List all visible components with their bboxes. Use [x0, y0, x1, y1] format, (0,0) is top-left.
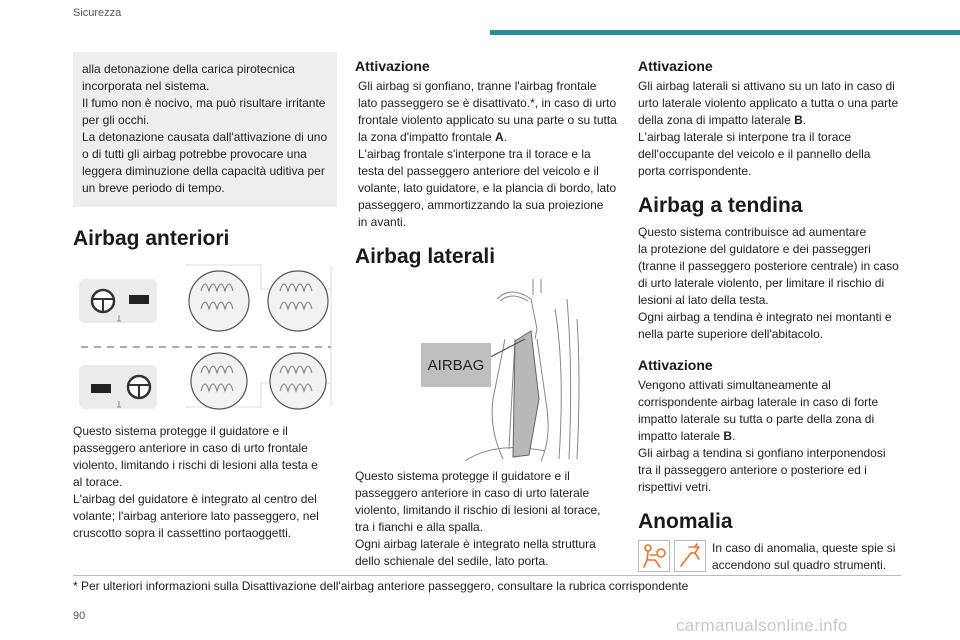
front-airbag-text [73, 423, 337, 542]
zone-letter: B [723, 429, 733, 443]
note-line: incorporata nel sistema. [82, 79, 210, 93]
body-line: corrispondente airbag laterale in caso di forte [638, 395, 879, 409]
zone-suffix: . [802, 113, 807, 127]
body-line: Ogni airbag a tendina è integrato nei montanti e [638, 310, 892, 324]
airbag-module-icon [91, 384, 111, 393]
zone-letter: A [495, 130, 504, 144]
body-line: Gli airbag laterali si attivano su un lato in caso di [638, 79, 895, 93]
heading-anomaly: Anomalia [638, 510, 733, 533]
body-line [638, 428, 908, 445]
footnote-divider [73, 575, 901, 576]
column-right [638, 52, 908, 574]
occupant-airbag-warning-icon [638, 540, 670, 572]
zone-letter: B [794, 113, 803, 127]
body-line: tra il passeggero anteriore o posteriore ed i [638, 463, 867, 477]
body-line: impatto laterale su tutta o parte della zona di [638, 412, 875, 426]
note-line: per gli occhi. [82, 113, 150, 127]
body-line: violento, limitando il rischio di lesioni al torace, [355, 503, 601, 517]
note-box [73, 52, 337, 207]
seatbelt-airbag-warning-icon [674, 540, 706, 572]
activation-curtain-text [638, 377, 908, 496]
heading-curtain-airbags: Airbag a tendina [638, 194, 803, 217]
body-line: Questo sistema protegge il guidatore e il [355, 469, 570, 483]
zone-suffix: . [732, 429, 736, 443]
front-airbag-figure [73, 261, 337, 411]
body-line: Gli airbag si gonfiano, tranne l'airbag frontale [358, 79, 597, 93]
body-line: di urto laterale violento, per limitare il rischio di [638, 276, 885, 290]
curtain-airbag-text [638, 224, 908, 343]
body-line: rispettivi vetri. [638, 480, 712, 494]
activation-side-text [638, 78, 908, 180]
zone-prefix: la zona d'impatto frontale [358, 130, 496, 144]
body-line: L'airbag laterale si interpone tra il torace [638, 130, 852, 144]
heading-activation-side: Attivazione [638, 58, 713, 74]
body-line: frontale violento applicato su una parte o su tutta [358, 113, 617, 127]
zone-suffix: . [503, 130, 508, 144]
airbag-module-icon [129, 295, 149, 304]
footnote: * Per ulteriori informazioni sulla Disattivazione dell'airbag anteriore passeggero, consultare la rubrica corrispondente [73, 579, 689, 593]
body-line: violento, limitando i rischi di lesioni alla testa e [73, 458, 318, 472]
side-airbag-figure [355, 279, 620, 464]
zone-prefix: della zona di impatto laterale [638, 113, 795, 127]
body-line: cruscotto sopra il cassettino portaoggetti. [73, 526, 292, 540]
body-line: urto laterale violento applicato a tutta o una parte [638, 96, 899, 110]
note-line: La detonazione causata dall'attivazione di uno [82, 130, 328, 144]
body-line: al torace. [73, 475, 123, 489]
body-line: Questo sistema contribuisce ad aumentare [638, 225, 867, 239]
anomaly-row [638, 540, 908, 574]
zone-prefix: impatto laterale [638, 429, 724, 443]
side-airbag-text [355, 468, 620, 570]
body-line: accendono sul quadro strumenti. [712, 558, 887, 572]
body-line: passeggero anteriore in caso di urto frontale [73, 441, 308, 455]
steering-wheel-icon [128, 376, 150, 398]
body-line: Ogni airbag laterale è integrato nella struttura [355, 537, 596, 551]
body-line: In caso di anomalia, queste spie si [712, 541, 896, 555]
side-airbag-shape [513, 331, 539, 457]
heading-activation-front: Attivazione [355, 58, 430, 74]
body-line: passeggero, ammortizzando la sua proiezione [358, 198, 604, 212]
page-number: 90 [73, 610, 86, 622]
airbag-label: AIRBAG [427, 357, 485, 374]
note-line: alla detonazione della carica pirotecnica [82, 62, 295, 76]
heading-front-airbags: Airbag anteriori [73, 227, 230, 250]
body-line: lato passeggero se è disattivato.*, in caso di urto [358, 96, 617, 110]
note-line: o di tutti gli airbag potrebbe provocare una [82, 147, 307, 161]
body-line: volante; l'airbag anteriore lato passeggero, nel [73, 509, 319, 523]
body-line: L'airbag frontale s'interpone tra il torace e la [358, 147, 591, 161]
activation-front-text [355, 78, 620, 231]
body-line: dell'occupante del veicolo e il pannello della [638, 147, 871, 161]
body-line: passeggero anteriore in caso di urto laterale [355, 486, 590, 500]
body-line: (tranne il passeggero posteriore centrale) in caso [638, 259, 899, 273]
section-title: Sicurezza [73, 7, 122, 19]
body-line: volante, lato guidatore, e la plancia di bordo, lato [358, 181, 617, 195]
body-line: L'airbag del guidatore è integrato al centro del [73, 492, 317, 506]
body-line [638, 112, 908, 129]
body-line: in avanti. [358, 215, 407, 229]
header-accent-bar [490, 30, 960, 35]
column-left [73, 52, 337, 542]
note-line: un breve periodo di tempo. [82, 181, 225, 195]
anomaly-text [712, 540, 895, 574]
body-line: testa del passeggero anteriore del veicolo e il [358, 164, 599, 178]
body-line: la protezione del guidatore e dei passeggeri [638, 242, 871, 256]
body-line: Vengono attivati simultaneamente al [638, 378, 831, 392]
note-line: leggera diminuzione della capacità uditiva per [82, 164, 325, 178]
column-middle [355, 52, 620, 570]
body-line: nella parte superiore dell'abitacolo. [638, 327, 824, 341]
body-line: Gli airbag a tendina si gonfiano interponendosi [638, 446, 886, 460]
body-line: porta corrispondente. [638, 164, 752, 178]
steering-wheel-icon [92, 290, 114, 312]
body-line: dello schienale del sedile, lato porta. [355, 554, 549, 568]
body-line [358, 129, 620, 146]
body-line: Questo sistema protegge il guidatore e il [73, 424, 288, 438]
body-line: lesioni al lato della testa. [638, 293, 769, 307]
note-line: Il fumo non è nocivo, ma può risultare irritante [82, 96, 326, 110]
heading-activation-curtain: Attivazione [638, 357, 713, 373]
heading-side-airbags: Airbag laterali [355, 245, 496, 268]
watermark: carmanualsonline.info [676, 616, 848, 635]
body-line: tra i fianchi e alla spalla. [355, 520, 484, 534]
